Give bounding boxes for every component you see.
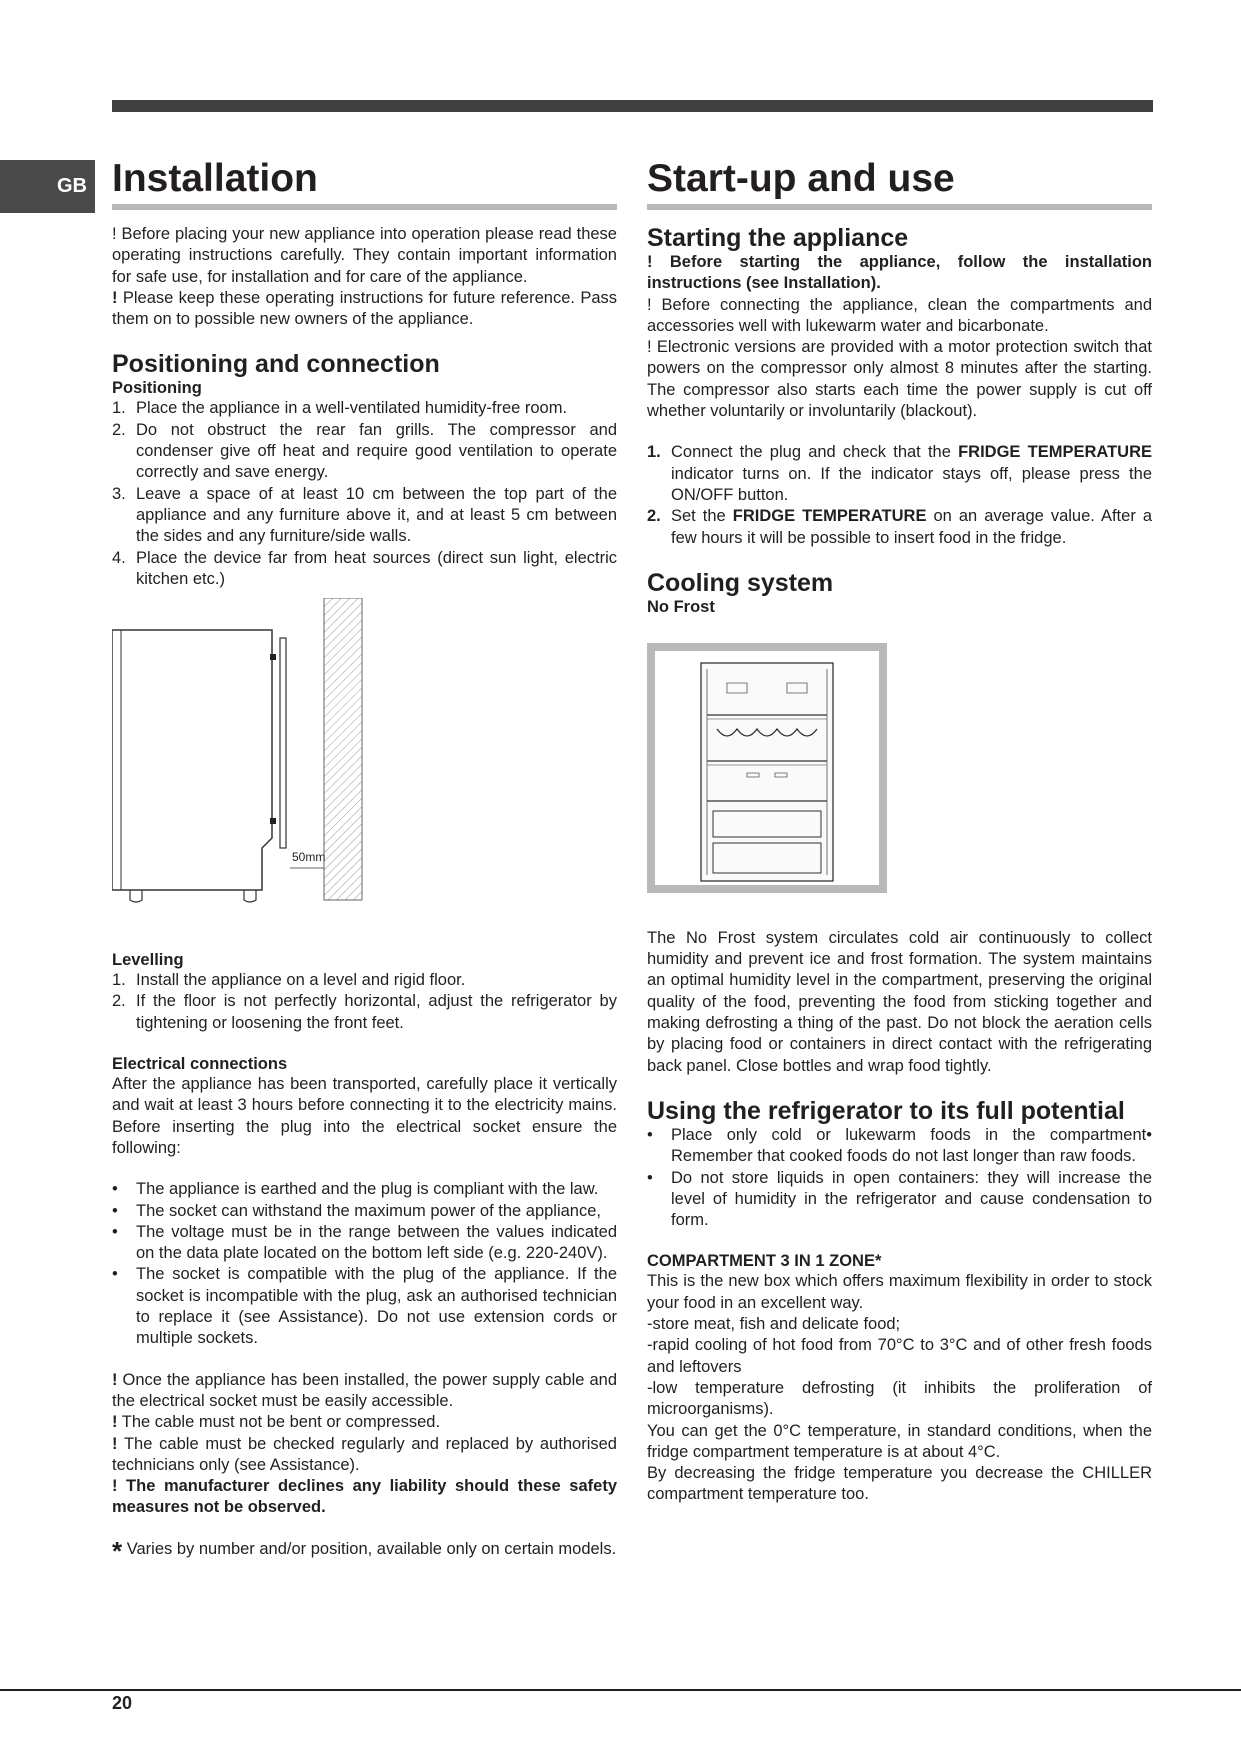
list-number: 3. — [112, 484, 126, 503]
list-item-text: Do not obstruct the rear fan grills. The compressor and condenser give off heat and require good ventilation to operate correctly and save energy. — [136, 420, 617, 482]
warning-mark: ! — [112, 1370, 118, 1389]
list-item-text: Place only cold or lukewarm foods in the compartment• Remember that cooked foods do not last longer than raw foods. — [671, 1125, 1152, 1166]
step-text: Set the — [671, 507, 733, 526]
levelling-list — [112, 970, 617, 1034]
step-text: indicator turns on. If the indicator stays off, please press the ON/OFF button. — [671, 464, 1152, 504]
compartment-line: This is the new box which offers maximum flexibility in order to stock your food in an excellent way. — [647, 1272, 1152, 1312]
list-item-text: The appliance is earthed and the plug is compliant with the law. — [136, 1180, 599, 1199]
starting-warning: ! Before starting the appliance, follow the installation instructions (see Installation). — [647, 253, 1152, 293]
footnote — [112, 1535, 617, 1566]
starting-paragraph-2: ! Electronic versions are provided with a motor protection switch that powers on the compressor only almost 8 minutes after the starting. The compressor also starts each time the power supply is cut off whether voluntarily or involuntarily (blackout). — [647, 338, 1152, 421]
list-number: 4. — [112, 548, 126, 567]
nofrost-paragraph: The No Frost system circulates cold air continuously to collect humidity and prevent ice and frost formation. The system maintains an optimal humidity level in the compartment, preserving the original quality of the food, preventing the food from sticking together and making defrosting a thing of the past. Do not block the aeration cells by placing food or containers in direct contact with the refrigerating back panel. Close bottles and wrap food tightly. — [647, 928, 1152, 1075]
list-number: 1. — [647, 443, 661, 462]
list-item — [647, 1125, 1152, 1168]
electrical-intro: After the appliance has been transported, carefully place it vertically and wait at least 3 hours before connecting it to the electricity mains. Before inserting the plug into the electrical socket ensure the following: — [112, 1075, 617, 1157]
list-item-text: The socket can withstand the maximum power of the appliance, — [136, 1201, 601, 1220]
list-item — [112, 970, 617, 991]
bullet: • — [112, 1222, 118, 1241]
warning-text: The cable must not be bent or compressed. — [117, 1413, 441, 1432]
list-number: 2. — [112, 420, 126, 439]
bullet: • — [112, 1201, 118, 1220]
list-item — [112, 1179, 617, 1200]
condenser-shape — [280, 638, 286, 848]
list-item-text: Install the appliance on a level and rigid floor. — [136, 971, 466, 990]
using-heading: Using the refrigerator to its full potential — [647, 1096, 1125, 1125]
fridge-interior-figure — [647, 643, 887, 893]
step-emphasis: FRIDGE TEMPERATURE — [732, 507, 927, 526]
language-tab: GB — [0, 160, 95, 213]
compartment-line: -store meat, fish and delicate food; — [647, 1315, 901, 1334]
list-item-text: The voltage must be in the range between the values indicated on the data plate located on the bottom left side (e.g. 220-240V). — [136, 1222, 617, 1263]
list-item — [112, 1222, 617, 1265]
list-item — [112, 991, 617, 1034]
bullet: • — [647, 1168, 653, 1187]
step-text: on an average value. After a few hours it will be possible to insert food in the fridge. — [671, 507, 1153, 547]
wall-shape — [324, 598, 362, 900]
fridge-body-shape — [112, 630, 272, 890]
compartment-line: By decreasing the fridge temperature you decrease the CHILLER compartment temperature too. — [647, 1464, 1152, 1504]
startup-steps — [647, 442, 1152, 548]
warning-paragraph-1 — [112, 1370, 617, 1413]
list-item — [112, 484, 617, 548]
step-emphasis: FRIDGE TEMPERATURE — [958, 443, 1152, 462]
list-item-text: Do not store liquids in open containers: they will increase the level of humidity in the refrigerator and cause condensation to form. — [671, 1168, 1152, 1230]
compartment-line: -rapid cooling of hot food from 70°C to 3°C and of other fresh foods and leftovers — [647, 1336, 1152, 1376]
top-rule — [112, 100, 1153, 112]
bottom-rule — [0, 1689, 1241, 1691]
compartment-line: -low temperature defrosting (it inhibits the proliferation of microorganisms). — [647, 1378, 1152, 1419]
intro-paragraph-2 — [112, 288, 617, 331]
list-number: 2. — [112, 992, 126, 1011]
liability-warning: ! The manufacturer declines any liability should these safety measures not be observed. — [112, 1477, 617, 1517]
installation-clearance-figure — [112, 598, 617, 928]
list-number: 1. — [112, 971, 126, 990]
warning-mark: ! — [112, 1434, 118, 1453]
bullet: • — [112, 1265, 118, 1284]
list-item-text: Place the device far from heat sources (direct sun light, electric kitchen etc.) — [136, 548, 617, 588]
bullet: • — [647, 1125, 653, 1144]
positioning-connection-heading: Positioning and connection — [112, 350, 440, 379]
list-item — [112, 1201, 617, 1222]
warning-text: Once the appliance has been installed, the power supply cable and the electrical socket must be easily accessible. — [112, 1370, 617, 1410]
list-item — [647, 506, 1152, 549]
list-item — [647, 1168, 1152, 1232]
page-number: 20 — [112, 1693, 133, 1713]
electrical-checklist — [112, 1179, 617, 1349]
list-number: 2. — [647, 507, 661, 526]
step-text: Connect the plug and check that the — [671, 443, 959, 462]
warning-paragraph-3 — [112, 1434, 617, 1477]
intro-paragraph-2-text: Please keep these operating instructions for future reference. Pass them on to possible new owners of the appliance. — [112, 288, 617, 329]
positioning-list — [112, 398, 617, 590]
levelling-subheading: Levelling — [112, 951, 184, 970]
list-item-text: Leave a space of at least 10 cm between the top part of the appliance and any furniture above it, and at least 5 cm between the sides and any furniture/side walls. — [136, 484, 617, 546]
clearance-label: 50mm — [292, 850, 326, 865]
compartment-subheading: COMPARTMENT 3 IN 1 ZONE* — [647, 1252, 882, 1271]
compartment-line: You can get the 0°C temperature, in standard conditions, when the fridge compartment temperature is at about 4°C. — [647, 1421, 1152, 1461]
warning-text: The cable must be checked regularly and replaced by authorised technicians only (see Assistance). — [112, 1434, 617, 1474]
starting-paragraph-1: ! Before connecting the appliance, clean the compartments and accessories well with lukewarm water and bicarbonate. — [647, 295, 1152, 335]
nofrost-subheading: No Frost — [647, 597, 715, 616]
electrical-connections-subheading: Electrical connections — [112, 1055, 288, 1074]
warning-paragraph-2 — [112, 1412, 617, 1433]
footnote-text: Varies by number and/or position, available only on certain models. — [122, 1539, 617, 1558]
bullet: • — [112, 1180, 118, 1199]
fridge-cabinet-shape — [701, 663, 833, 881]
intro-paragraph-1: ! Before placing your new appliance into operation please read these operating instructions carefully. They contain important information for safe use, for installation and for care of the appliance. — [112, 225, 617, 286]
using-list — [647, 1125, 1152, 1231]
list-item-text: The socket is compatible with the plug of the appliance. If the socket is incompatible with the plug, ask an authorised technician to replace it (see Assistance). Do not use extension cords or multiple sockets. — [136, 1265, 617, 1348]
startup-column — [647, 156, 1152, 1506]
list-number: 1. — [112, 399, 126, 418]
installation-title: Installation — [112, 156, 617, 210]
fridge-side-diagram — [112, 598, 372, 918]
starting-heading: Starting the appliance — [647, 224, 909, 252]
installation-column — [112, 156, 617, 1566]
list-item — [112, 420, 617, 484]
footnote-star: * — [112, 1535, 123, 1566]
list-item — [112, 548, 617, 591]
list-item — [112, 1264, 617, 1349]
list-item-text: Place the appliance in a well-ventilated humidity-free room. — [136, 399, 568, 418]
list-item-text: If the floor is not perfectly horizontal, adjust the refrigerator by tightening or loosening the front feet. — [136, 992, 617, 1032]
cooling-heading: Cooling system — [647, 568, 834, 597]
warning-mark: ! — [112, 288, 118, 307]
positioning-subheading: Positioning — [112, 379, 202, 398]
startup-title: Start-up and use — [647, 156, 1152, 210]
list-item — [112, 398, 617, 419]
warning-mark: ! — [112, 1413, 118, 1432]
list-item — [647, 442, 1152, 506]
